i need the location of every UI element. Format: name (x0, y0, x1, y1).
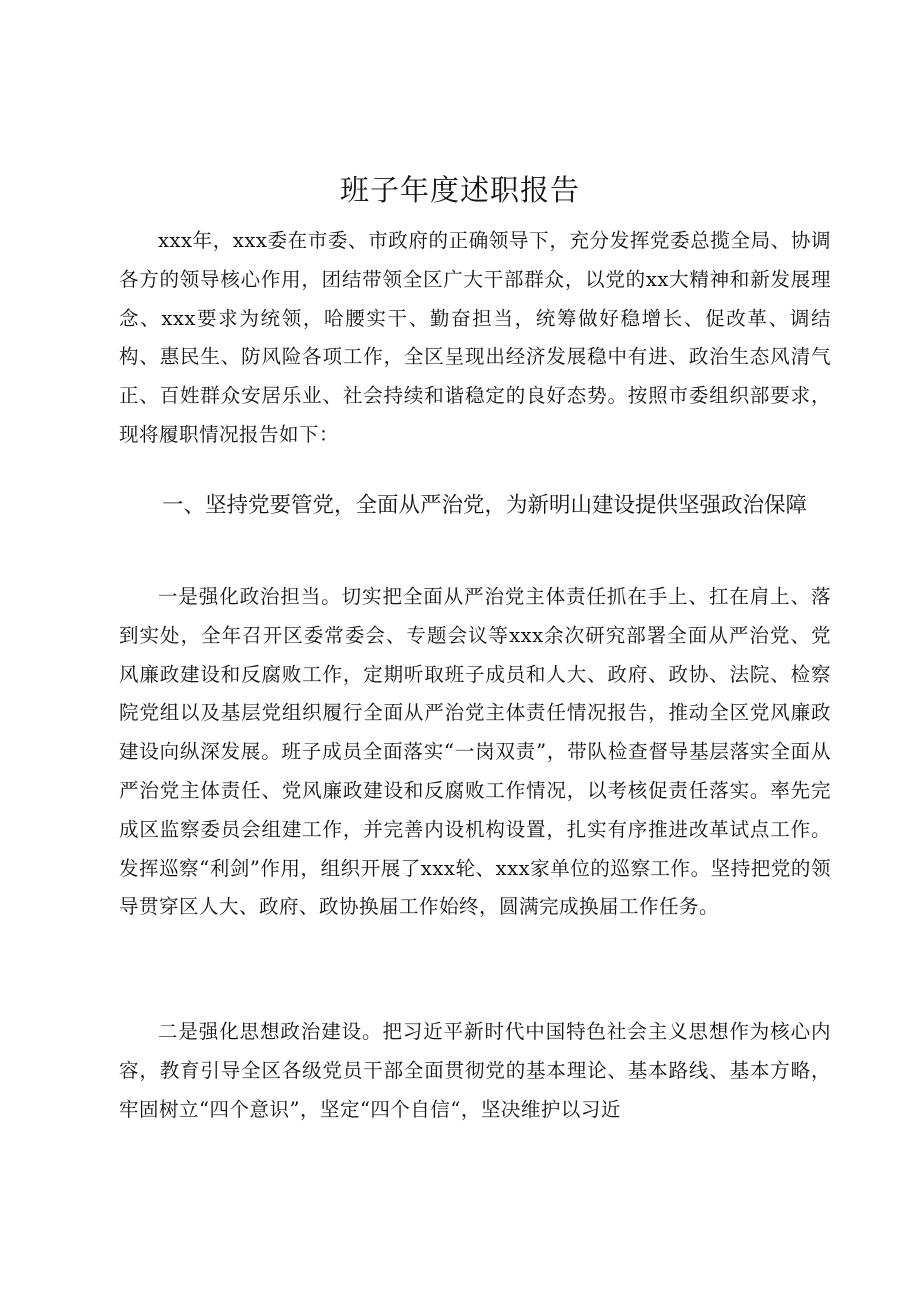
body-paragraph-ideological-building: 二是强化思想政治建设。把习近平新时代中国特色社会主义思想作为核心内容，教育引导全区各级党员干部全面贯彻党的基本理论、基本路线、基本方略，牢固树立“四个意识”，坚定“四个自信“，坚决维护以习近 (119, 1020, 831, 1121)
page-title: 班子年度述职报告 (339, 173, 580, 207)
body-paragraph-political-responsibility: 一是强化政治担当。切实把全面从严治党主体责任抓在手上、扛在肩上、落到实处，全年召开区委常委会、专题会议等xxx余次研究部署全面从严治党、党风廉政建设和反腐败工作，定期听取班子成员和人大、政府、政协、法院、检察院党组以及基层党组织履行全面从严治党主体责任情况报告，推动全区党风廉政建设向纵深发展。班子成员全面落实“一岗双责”，带队检查督导基层落实全面从严治党主体责任、党风廉政建设和反腐败工作情况，以考核促责任落实。率先完成区监察委员会组建工作，并完善内设机构设置，扎实有序推进改革试点工作。发挥巡察“利剑”作用，组织开展了xxx轮、xxx家单位的巡察工作。坚持把党的领导贯穿区人大、政府、政协换届工作始终，圆满完成换届工作任务。 (119, 585, 831, 919)
section-heading: 一、坚持党要管党，全面从严治党，为新明山建设提供坚强政治保障 (162, 493, 808, 518)
intro-paragraph: xxx年，xxx委在市委、市政府的正确领导下，充分发挥党委总揽全局、协调各方的领导核心作用，团结带领全区广大干部群众，以党的xx大精神和新发展理念、xxx要求为统领，哈腰实干、勤奋担当，统筹做好稳增长、促改革、调结构、惠民生、防风险各项工作，全区呈现出经济发展稳中有进、政治生态风清气正、百姓群众安居乐业、社会持续和谐稳定的良好态势。按照市委组织部要求，现将履职情况报告如下： (119, 229, 831, 446)
